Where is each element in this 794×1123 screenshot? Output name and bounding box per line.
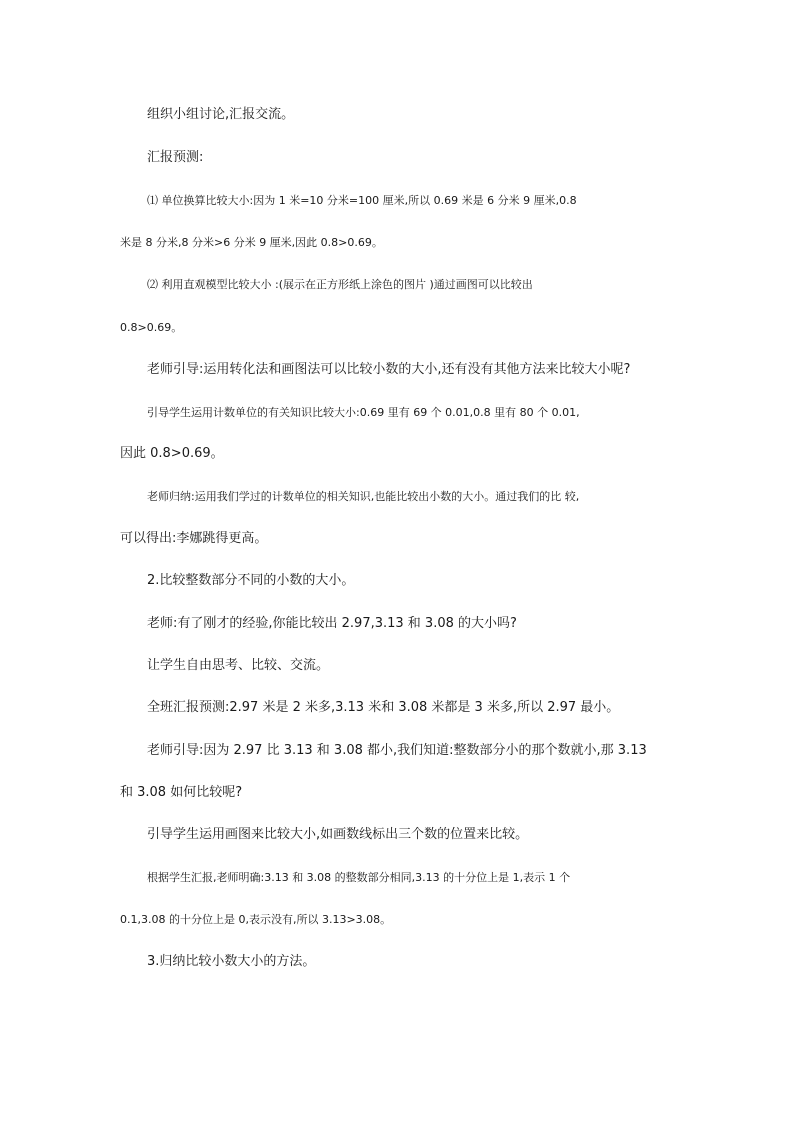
paragraph-line: 米是 8 分米,8 分米>6 分米 9 厘米,因此 0.8>0.69。	[120, 236, 383, 249]
paragraph-line: 引导学生运用计数单位的有关知识比较大小:0.69 里有 69 个 0.01,0.8 里有 80 个 0.01,	[147, 406, 580, 419]
paragraph-line: 组织小组讨论,汇报交流。	[147, 107, 295, 122]
paragraph-line: 可以得出:李娜跳得更高。	[120, 531, 268, 546]
paragraph-line: 汇报预测:	[147, 150, 204, 165]
paragraph-line: 引导学生运用画图来比较大小,如画数线标出三个数的位置来比较。	[147, 827, 529, 842]
paragraph-line: 老师:有了刚才的经验,你能比较出 2.97,3.13 和 3.08 的大小吗?	[147, 616, 517, 631]
section-heading: 3.归纳比较小数大小的方法。	[147, 954, 316, 969]
paragraph-line: 因此 0.8>0.69。	[120, 446, 224, 461]
paragraph-line: ⑵ 利用直观模型比较大小 :(展示在正方形纸上涂色的图片 )通过画图可以比较出	[147, 278, 533, 291]
paragraph-line: 和 3.08 如何比较呢?	[120, 785, 243, 800]
paragraph-line: 老师归纳:运用我们学过的计数单位的相关知识,也能比较出小数的大小。通过我们的比 较,	[147, 490, 580, 503]
paragraph-line: 全班汇报预测:2.97 米是 2 米多,3.13 米和 3.08 米都是 3 米多,所以 2.97 最小。	[147, 700, 620, 715]
paragraph-line: ⑴ 单位换算比较大小:因为 1 米=10 分米=100 厘米,所以 0.69 米是 6 分米 9 厘米,0.8	[147, 194, 577, 207]
paragraph-line: 0.8>0.69。	[120, 321, 183, 334]
section-heading: 2.比较整数部分不同的小数的大小。	[147, 573, 355, 588]
paragraph-line: 让学生自由思考、比较、交流。	[147, 658, 330, 673]
paragraph-line: 根据学生汇报,老师明确:3.13 和 3.08 的整数部分相同,3.13 的十分位上是 1,表示 1 个	[147, 871, 571, 884]
paragraph-line: 0.1,3.08 的十分位上是 0,表示没有,所以 3.13>3.08。	[120, 913, 392, 926]
paragraph-line: 老师引导:运用转化法和画图法可以比较小数的大小,还有没有其他方法来比较大小呢?	[147, 362, 631, 377]
paragraph-line: 老师引导:因为 2.97 比 3.13 和 3.08 都小,我们知道:整数部分小的那个数就小,那 3.13	[147, 743, 647, 758]
